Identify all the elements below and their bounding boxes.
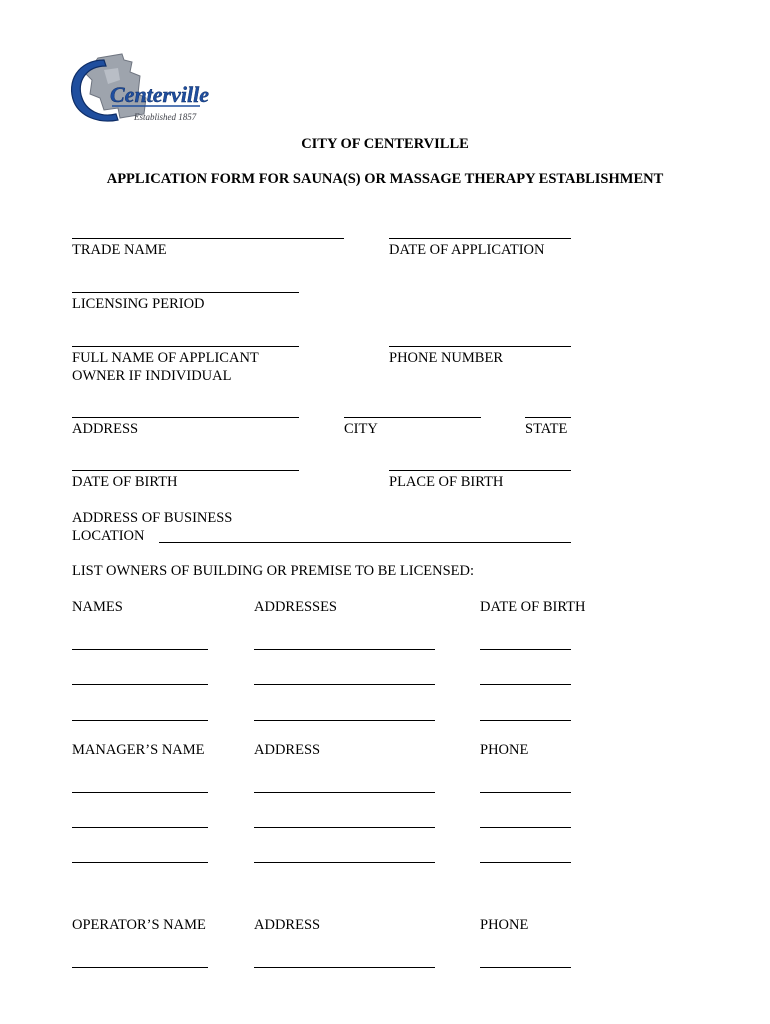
- owner-address-field[interactable]: [254, 649, 435, 650]
- business-address-label: ADDRESS OF BUSINESS: [72, 510, 233, 526]
- manager-address-field[interactable]: [254, 792, 435, 793]
- manager-address-field[interactable]: [254, 827, 435, 828]
- city-heading: CITY OF CENTERVILLE: [301, 136, 469, 152]
- operator-address-header: ADDRESS: [254, 917, 321, 933]
- place-of-birth-field[interactable]: [389, 470, 571, 471]
- owners-addresses-header: ADDRESSES: [254, 599, 337, 615]
- manager-name-header: MANAGER’S NAME: [72, 742, 205, 758]
- owner-name-field[interactable]: [72, 720, 208, 721]
- manager-phone-field[interactable]: [480, 792, 571, 793]
- business-location-label: LOCATION: [72, 528, 145, 544]
- owner-if-individual-label: OWNER IF INDIVIDUAL: [72, 368, 232, 384]
- owner-address-field[interactable]: [254, 720, 435, 721]
- state-label: STATE: [525, 421, 568, 437]
- owner-dob-field[interactable]: [480, 649, 571, 650]
- city-field[interactable]: [344, 417, 481, 418]
- address-field[interactable]: [72, 417, 299, 418]
- operator-address-field[interactable]: [254, 967, 435, 968]
- operator-phone-header: PHONE: [480, 917, 529, 933]
- manager-address-field[interactable]: [254, 862, 435, 863]
- full-name-field[interactable]: [72, 346, 299, 347]
- licensing-period-label: LICENSING PERIOD: [72, 296, 205, 312]
- owner-address-field[interactable]: [254, 684, 435, 685]
- manager-name-field[interactable]: [72, 792, 208, 793]
- owner-dob-field[interactable]: [480, 684, 571, 685]
- manager-phone-header: PHONE: [480, 742, 529, 758]
- trade-name-field[interactable]: [72, 238, 344, 239]
- date-of-application-label: DATE OF APPLICATION: [389, 242, 545, 258]
- trade-name-label: TRADE NAME: [72, 242, 167, 258]
- logo-wordmark: Centerville: [110, 82, 209, 107]
- operator-name-field[interactable]: [72, 967, 208, 968]
- owners-instruction: LIST OWNERS OF BUILDING OR PREMISE TO BE LICENSED:: [72, 563, 474, 579]
- operator-name-header: OPERATOR’S NAME: [72, 917, 206, 933]
- city-label: CITY: [344, 421, 378, 437]
- date-of-birth-field[interactable]: [72, 470, 299, 471]
- place-of-birth-label: PLACE OF BIRTH: [389, 474, 504, 490]
- logo-tagline: Established 1857: [134, 112, 197, 122]
- date-of-birth-label: DATE OF BIRTH: [72, 474, 178, 490]
- licensing-period-field[interactable]: [72, 292, 299, 293]
- phone-number-label: PHONE NUMBER: [389, 350, 503, 366]
- owner-name-field[interactable]: [72, 649, 208, 650]
- state-field[interactable]: [525, 417, 571, 418]
- centerville-logo: [60, 50, 210, 130]
- owners-names-header: NAMES: [72, 599, 123, 615]
- business-location-field[interactable]: [159, 542, 571, 543]
- manager-phone-field[interactable]: [480, 862, 571, 863]
- manager-name-field[interactable]: [72, 862, 208, 863]
- date-of-application-field[interactable]: [389, 238, 571, 239]
- owner-dob-field[interactable]: [480, 720, 571, 721]
- phone-number-field[interactable]: [389, 346, 571, 347]
- owner-name-field[interactable]: [72, 684, 208, 685]
- manager-phone-field[interactable]: [480, 827, 571, 828]
- manager-address-header: ADDRESS: [254, 742, 321, 758]
- owners-dob-header: DATE OF BIRTH: [480, 599, 586, 615]
- operator-phone-field[interactable]: [480, 967, 571, 968]
- form-title: APPLICATION FORM FOR SAUNA(S) OR MASSAGE THERAPY ESTABLISHMENT: [106, 171, 664, 187]
- manager-name-field[interactable]: [72, 827, 208, 828]
- address-label: ADDRESS: [72, 421, 139, 437]
- full-name-label: FULL NAME OF APPLICANT: [72, 350, 259, 366]
